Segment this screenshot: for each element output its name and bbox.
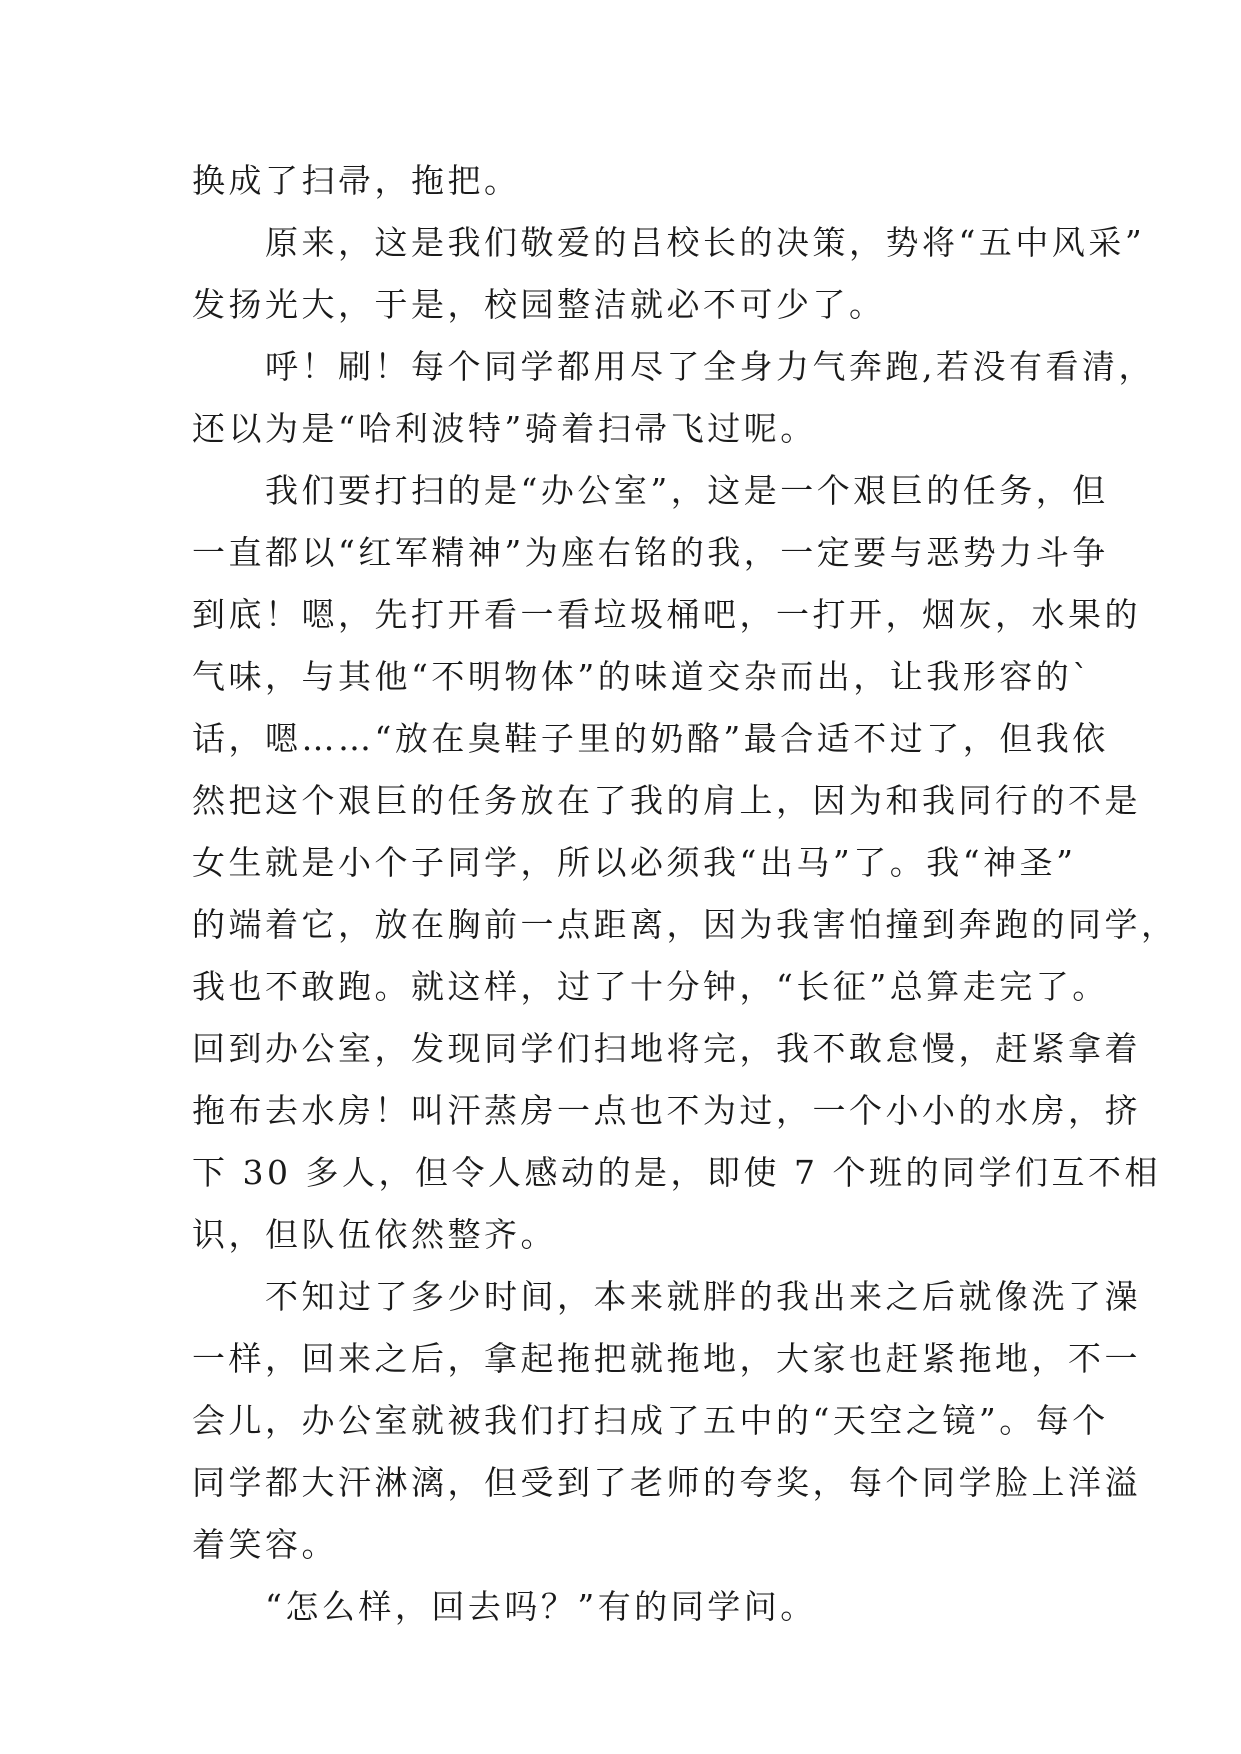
text-line: 然把这个艰巨的任务放在了我的肩上，因为和我同行的不是 <box>192 781 1141 820</box>
text-line: 一样，回来之后，拿起拖把就拖地，大家也赶紧拖地，不一 <box>192 1339 1141 1378</box>
text-line: 同学都大汗淋漓，但受到了老师的夸奖，每个同学脸上洋溢 <box>192 1463 1141 1502</box>
text-line: 着笑容。 <box>192 1525 338 1564</box>
text-line: 不知过了多少时间，本来就胖的我出来之后就像洗了澡 <box>192 1277 1141 1316</box>
text-line: 气味，与其他“不明物体”的味道交杂而出，让我形容的` <box>192 657 1093 696</box>
text-line: 还以为是“哈利波特”骑着扫帚飞过呢。 <box>192 409 817 448</box>
text-line: 话，嗯……“放在臭鞋子里的奶酪”最合适不过了，但我依 <box>192 719 1109 758</box>
text-line: 换成了扫帚，拖把。 <box>192 161 521 200</box>
text-line: 原来，这是我们敬爱的吕校长的决策，势将“五中风采” <box>192 223 1146 262</box>
text-line: 拖布去水房！叫汗蒸房一点也不为过，一个小小的水房，挤 <box>192 1091 1141 1130</box>
text-line: 下 30 多人，但令人感动的是，即使 7 个班的同学们互不相 <box>192 1153 1161 1192</box>
text-line: 到底！嗯，先打开看一看垃圾桶吧，一打开，烟灰，水果的 <box>192 595 1141 634</box>
text-line: 会儿，办公室就被我们打扫成了五中的“天空之镜”。每个 <box>192 1401 1109 1440</box>
text-line: 我也不敢跑。就这样，过了十分钟，“长征”总算走完了。 <box>192 967 1109 1006</box>
text-line: 识，但队伍依然整齐。 <box>192 1215 557 1254</box>
text-line: 呼！刷！每个同学都用尽了全身力气奔跑,若没有看清， <box>192 347 1155 386</box>
document-body <box>192 150 1178 1638</box>
text-line: 我们要打扫的是“办公室”，这是一个艰巨的任务，但 <box>192 471 1109 510</box>
text-line: “怎么样，回去吗？”有的同学问。 <box>192 1587 817 1626</box>
text-line: 发扬光大，于是，校园整洁就必不可少了。 <box>192 285 886 324</box>
text-line: 的端着它，放在胸前一点距离，因为我害怕撞到奔跑的同学， <box>192 905 1178 944</box>
text-line: 回到办公室，发现同学们扫地将完，我不敢怠慢，赶紧拿着 <box>192 1029 1141 1068</box>
text-line: 女生就是小个子同学，所以必须我“出马”了。我“神圣” <box>192 843 1077 882</box>
text-line: 一直都以“红军精神”为座右铭的我，一定要与恶势力斗争 <box>192 533 1109 572</box>
